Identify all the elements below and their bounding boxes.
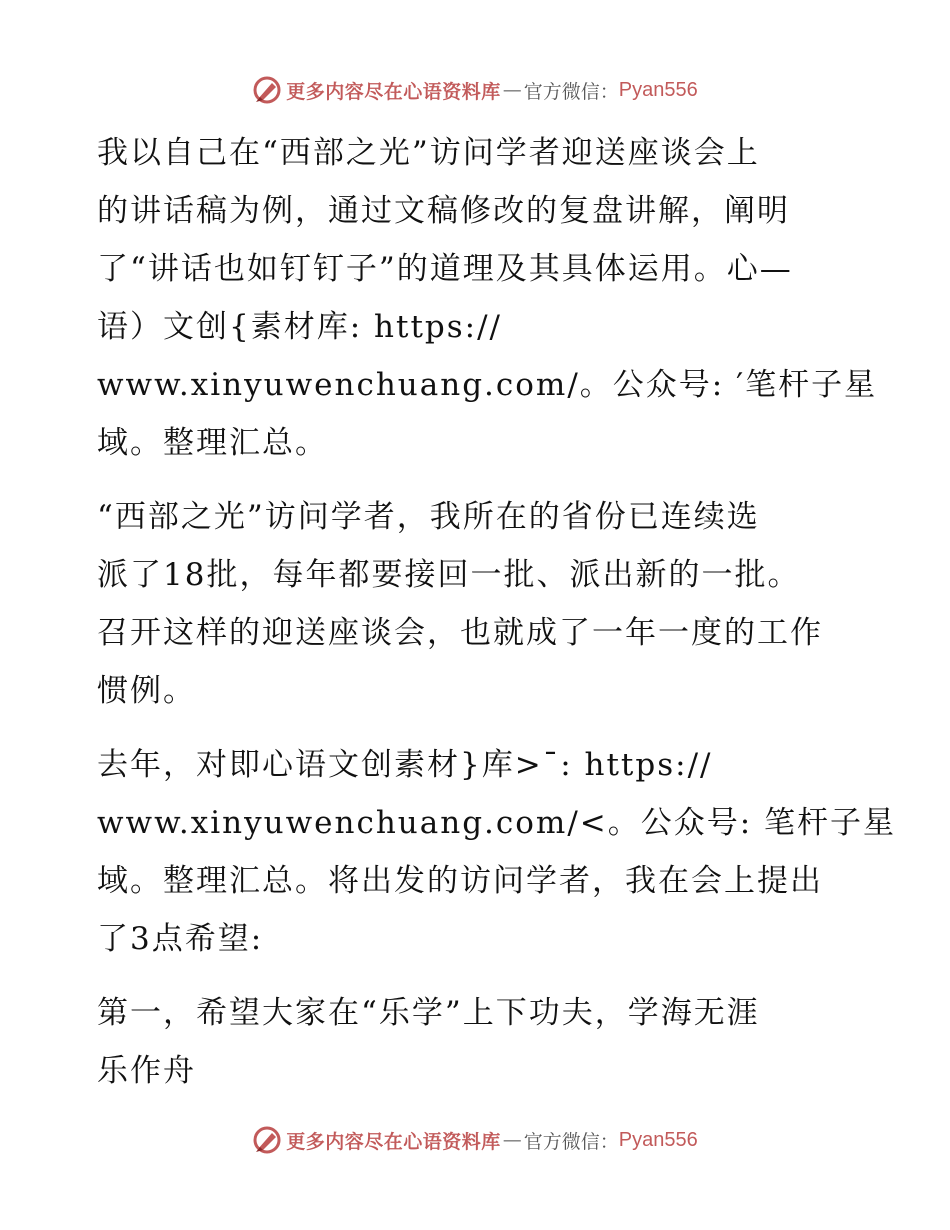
text-line: www.xinyuwenchuang.com/。公众号: ′笔杆子星 (97, 367, 878, 403)
text-line: 的讲话稿为例，通过文稿修改的复盘讲解，阐明 (97, 193, 790, 229)
text-line: 域。整理汇总。将出发的访问学者，我在会上提出 (97, 863, 823, 899)
banner-brand-text: 更多内容尽在心语资料库 (286, 1130, 501, 1153)
banner-dash: — (502, 1129, 522, 1151)
text-line: 第一，希望大家在“乐学”上下功夫，学海无涯 (97, 995, 760, 1031)
paragraph-1 (97, 124, 878, 472)
text-line: 了“讲话也如钉钉子”的道理及其具体运用。心— (97, 251, 793, 287)
banner-brand-text: 更多内容尽在心语资料库 (286, 80, 501, 103)
text-line: 我以自己在“西部之光”访问学者迎送座谈会上 (97, 135, 760, 171)
paragraph-2 (97, 488, 857, 720)
pen-logo-icon (252, 1125, 282, 1155)
banner-wechat-label: 官方微信： (523, 80, 619, 103)
text-line: “西部之光”访问学者，我所在的省份已连续选 (97, 499, 760, 535)
text-line: 语）文创{素材库: https:// (97, 309, 502, 345)
header-banner (0, 70, 950, 110)
text-line: www.xinyuwenchuang.com/<。公众号: 笔杆子星 (97, 805, 897, 841)
banner-wechat-label: 官方微信： (523, 1130, 619, 1153)
text-line: 去年，对即心语文创素材}库>¯: https:// (97, 747, 713, 783)
banner-wechat-id: Pyan556 (618, 78, 698, 101)
text-line: 派了18批，每年都要接回一批、派出新的一批。 (97, 557, 801, 593)
text-line: 域。整理汇总。 (97, 425, 328, 461)
text-line: 了3点希望: (97, 921, 264, 957)
text-line: 召开这样的迎送座谈会，也就成了一年一度的工作 (97, 615, 823, 651)
text-line: 惯例。 (97, 673, 196, 709)
text-line: 乐作舟 (97, 1053, 196, 1089)
document-body (97, 124, 897, 1116)
banner-wechat-id: Pyan556 (618, 1128, 698, 1151)
paragraph-3 (97, 736, 897, 968)
banner-dash: — (502, 79, 522, 101)
pen-logo-icon (252, 75, 282, 105)
footer-banner (0, 1120, 950, 1160)
paragraph-4 (97, 984, 857, 1100)
